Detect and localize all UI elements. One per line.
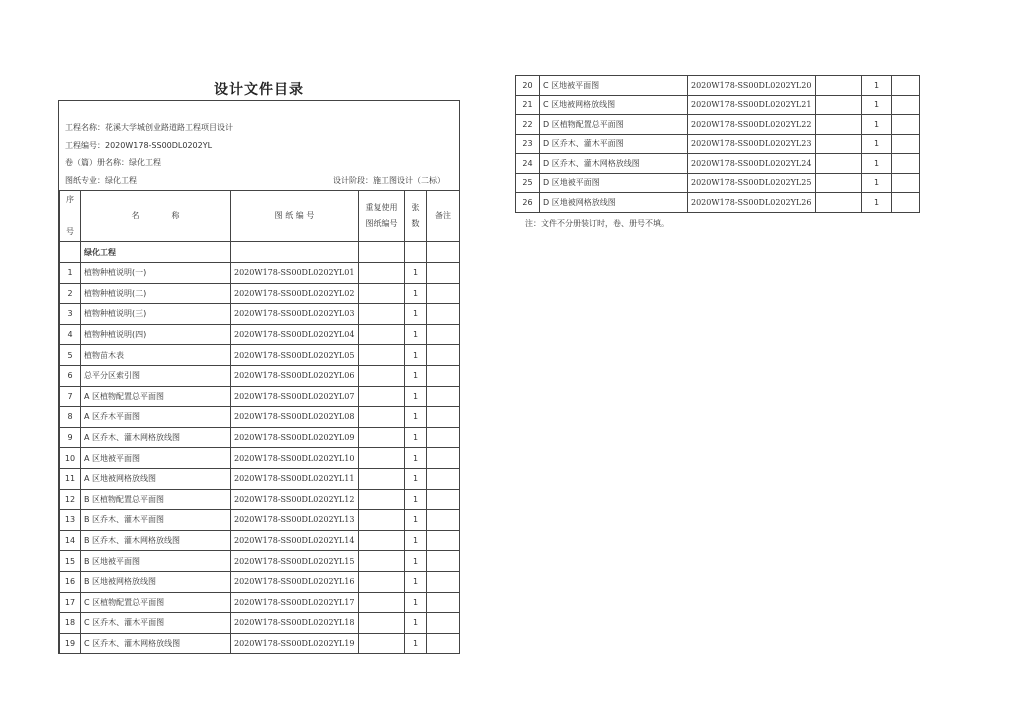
row-name: 植物种植说明(三): [81, 304, 231, 325]
table-header: [60, 191, 460, 242]
row-drawing-code: 2020W178-SS00DL0202YL06: [231, 365, 359, 386]
row-name: 植物苗木表: [81, 345, 231, 366]
row-reuse-code: [359, 283, 405, 304]
row-reuse-code: [359, 592, 405, 613]
row-count: 1: [405, 283, 427, 304]
row-number: 5: [60, 345, 81, 366]
row-count: 1: [862, 193, 892, 213]
row-drawing-code: 2020W178-SS00DL0202YL14: [231, 530, 359, 551]
row-reuse-code: [359, 304, 405, 325]
row-name: 总平分区索引图: [81, 365, 231, 386]
row-number: 18: [60, 613, 81, 634]
row-number: 21: [516, 95, 540, 115]
row-count: 1: [405, 510, 427, 531]
row-remark: [427, 510, 460, 531]
row-drawing-code: 2020W178-SS00DL0202YL26: [688, 193, 816, 213]
table-row: [60, 489, 460, 510]
row-remark: [427, 571, 460, 592]
row-name: D 区地被平面图: [540, 173, 688, 193]
project-number: 工程编号：2020W178-SS00DL0202YL: [65, 141, 213, 150]
table-row: [60, 633, 460, 654]
catalog-table-right: [515, 75, 920, 213]
table-row: [60, 283, 460, 304]
row-number: 10: [60, 448, 81, 469]
row-number: 3: [60, 304, 81, 325]
header-code: 图 纸 编 号: [231, 191, 359, 242]
section-title: 绿化工程: [81, 242, 231, 263]
row-remark: [892, 193, 920, 213]
row-reuse-code: [359, 365, 405, 386]
table-row: [60, 407, 460, 428]
row-drawing-code: 2020W178-SS00DL0202YL02: [231, 283, 359, 304]
table-row: [516, 154, 920, 174]
table-row: [60, 592, 460, 613]
row-reuse-code: [816, 173, 862, 193]
row-number: 8: [60, 407, 81, 428]
row-number: 13: [60, 510, 81, 531]
row-count: 1: [405, 551, 427, 572]
row-remark: [427, 407, 460, 428]
table-row: [60, 304, 460, 325]
row-drawing-code: 2020W178-SS00DL0202YL01: [231, 263, 359, 284]
row-name: B 区乔木、灌木平面图: [81, 510, 231, 531]
row-name: B 区植物配置总平面图: [81, 489, 231, 510]
row-name: 植物种植说明(二): [81, 283, 231, 304]
table-row: [60, 468, 460, 489]
row-count: 1: [405, 386, 427, 407]
row-count: 1: [405, 427, 427, 448]
footnote: 注：文件不分册装订时，卷、册号不填。: [525, 219, 669, 228]
table-row: [60, 613, 460, 634]
row-remark: [892, 134, 920, 154]
row-name: D 区乔木、灌木平面图: [540, 134, 688, 154]
row-remark: [427, 304, 460, 325]
row-reuse-code: [359, 571, 405, 592]
row-number: 22: [516, 115, 540, 135]
row-drawing-code: 2020W178-SS00DL0202YL11: [231, 468, 359, 489]
table-row: [60, 571, 460, 592]
row-number: 2: [60, 283, 81, 304]
row-reuse-code: [816, 115, 862, 135]
row-reuse-code: [359, 530, 405, 551]
row-count: 1: [862, 76, 892, 96]
row-drawing-code: 2020W178-SS00DL0202YL25: [688, 173, 816, 193]
table-row: [516, 115, 920, 135]
row-name: A 区乔木、灌木网格放线图: [81, 427, 231, 448]
row-remark: [892, 95, 920, 115]
catalog-table-left: [59, 190, 460, 654]
row-drawing-code: 2020W178-SS00DL0202YL19: [231, 633, 359, 654]
row-count: 1: [405, 324, 427, 345]
table-row: [516, 173, 920, 193]
row-name: A 区地被网格放线图: [81, 468, 231, 489]
row-name: 植物种植说明(一): [81, 263, 231, 284]
row-drawing-code: 2020W178-SS00DL0202YL12: [231, 489, 359, 510]
row-name: C 区植物配置总平面图: [81, 592, 231, 613]
row-reuse-code: [359, 510, 405, 531]
row-drawing-code: 2020W178-SS00DL0202YL20: [688, 76, 816, 96]
row-count: 1: [405, 407, 427, 428]
design-stage: 设计阶段：施工图设计（二标）: [333, 176, 445, 185]
page-title: 设计文件目录: [214, 82, 304, 98]
row-count: 1: [862, 95, 892, 115]
table-row: [60, 365, 460, 386]
table-row: [516, 76, 920, 96]
row-count: 1: [405, 304, 427, 325]
row-count: 1: [405, 592, 427, 613]
row-number: 15: [60, 551, 81, 572]
row-name: A 区植物配置总平面图: [81, 386, 231, 407]
row-number: 14: [60, 530, 81, 551]
row-name: A 区乔木平面图: [81, 407, 231, 428]
table-row: [60, 427, 460, 448]
drawing-discipline: 图纸专业：绿化工程: [65, 176, 137, 185]
row-drawing-code: 2020W178-SS00DL0202YL05: [231, 345, 359, 366]
row-reuse-code: [359, 613, 405, 634]
row-name: C 区乔木、灌木平面图: [81, 613, 231, 634]
row-remark: [427, 489, 460, 510]
row-remark: [427, 448, 460, 469]
row-drawing-code: 2020W178-SS00DL0202YL15: [231, 551, 359, 572]
row-number: 4: [60, 324, 81, 345]
row-count: 1: [405, 613, 427, 634]
row-remark: [892, 154, 920, 174]
table-row: [60, 448, 460, 469]
row-number: 24: [516, 154, 540, 174]
row-number: 23: [516, 134, 540, 154]
table-row: [60, 263, 460, 284]
table-row: [60, 324, 460, 345]
row-remark: [427, 324, 460, 345]
row-count: 1: [405, 468, 427, 489]
row-drawing-code: 2020W178-SS00DL0202YL09: [231, 427, 359, 448]
row-name: B 区乔木、灌木网格放线图: [81, 530, 231, 551]
row-remark: [427, 468, 460, 489]
row-count: 1: [405, 571, 427, 592]
row-drawing-code: 2020W178-SS00DL0202YL23: [688, 134, 816, 154]
header-no: 序 号: [60, 191, 81, 242]
header-reuse: 重复使用 图纸编号: [359, 191, 405, 242]
row-name: A 区地被平面图: [81, 448, 231, 469]
row-remark: [427, 283, 460, 304]
row-remark: [892, 115, 920, 135]
row-name: C 区地被平面图: [540, 76, 688, 96]
row-remark: [427, 263, 460, 284]
row-number: 11: [60, 468, 81, 489]
row-reuse-code: [359, 468, 405, 489]
row-drawing-code: 2020W178-SS00DL0202YL03: [231, 304, 359, 325]
table-row: [516, 193, 920, 213]
row-reuse-code: [816, 154, 862, 174]
row-number: 12: [60, 489, 81, 510]
row-number: 1: [60, 263, 81, 284]
row-reuse-code: [359, 448, 405, 469]
row-remark: [427, 530, 460, 551]
row-number: 25: [516, 173, 540, 193]
row-count: 1: [405, 448, 427, 469]
row-reuse-code: [359, 427, 405, 448]
table-row: [60, 510, 460, 531]
row-drawing-code: 2020W178-SS00DL0202YL18: [231, 613, 359, 634]
row-name: D 区植物配置总平面图: [540, 115, 688, 135]
row-remark: [427, 345, 460, 366]
row-reuse-code: [359, 489, 405, 510]
row-number: 17: [60, 592, 81, 613]
row-drawing-code: 2020W178-SS00DL0202YL08: [231, 407, 359, 428]
row-reuse-code: [816, 134, 862, 154]
row-drawing-code: 2020W178-SS00DL0202YL04: [231, 324, 359, 345]
row-name: C 区乔木、灌木网格放线图: [81, 633, 231, 654]
row-drawing-code: 2020W178-SS00DL0202YL16: [231, 571, 359, 592]
row-reuse-code: [359, 386, 405, 407]
row-number: 20: [516, 76, 540, 96]
header-count: 张 数: [405, 191, 427, 242]
row-reuse-code: [816, 193, 862, 213]
row-number: 6: [60, 365, 81, 386]
table-row: [60, 345, 460, 366]
row-count: 1: [405, 365, 427, 386]
row-remark: [427, 633, 460, 654]
row-count: 1: [405, 530, 427, 551]
row-name: B 区地被网格放线图: [81, 571, 231, 592]
row-count: 1: [862, 154, 892, 174]
row-drawing-code: 2020W178-SS00DL0202YL21: [688, 95, 816, 115]
row-remark: [427, 613, 460, 634]
row-reuse-code: [816, 76, 862, 96]
row-remark: [427, 551, 460, 572]
row-count: 1: [405, 263, 427, 284]
row-number: 9: [60, 427, 81, 448]
row-number: 16: [60, 571, 81, 592]
row-remark: [427, 365, 460, 386]
row-remark: [427, 592, 460, 613]
row-count: 1: [862, 134, 892, 154]
project-name: 工程名称：花溪大学城创业路道路工程项目设计: [65, 123, 233, 132]
volume-name: 卷（篇）册名称：绿化工程: [65, 158, 161, 167]
row-remark: [427, 427, 460, 448]
row-drawing-code: 2020W178-SS00DL0202YL10: [231, 448, 359, 469]
table-row: [60, 530, 460, 551]
row-name: D 区地被网格放线图: [540, 193, 688, 213]
section-row: [60, 242, 460, 263]
row-reuse-code: [359, 407, 405, 428]
row-count: 1: [405, 345, 427, 366]
row-name: D 区乔木、灌木网格放线图: [540, 154, 688, 174]
row-count: 1: [405, 489, 427, 510]
row-number: 26: [516, 193, 540, 213]
table-row: [60, 551, 460, 572]
table-row: [516, 134, 920, 154]
header-name: 名 称: [81, 191, 231, 242]
row-remark: [892, 76, 920, 96]
row-remark: [427, 386, 460, 407]
catalog-frame: [58, 100, 460, 654]
row-reuse-code: [359, 324, 405, 345]
row-reuse-code: [359, 345, 405, 366]
row-name: B 区地被平面图: [81, 551, 231, 572]
table-row: [60, 386, 460, 407]
row-count: 1: [862, 173, 892, 193]
row-count: 1: [862, 115, 892, 135]
row-name: C 区地被网格放线图: [540, 95, 688, 115]
row-drawing-code: 2020W178-SS00DL0202YL22: [688, 115, 816, 135]
table-row: [516, 95, 920, 115]
row-drawing-code: 2020W178-SS00DL0202YL24: [688, 154, 816, 174]
row-name: 植物种植说明(四): [81, 324, 231, 345]
row-reuse-code: [359, 633, 405, 654]
row-drawing-code: 2020W178-SS00DL0202YL17: [231, 592, 359, 613]
row-drawing-code: 2020W178-SS00DL0202YL13: [231, 510, 359, 531]
row-reuse-code: [359, 263, 405, 284]
row-reuse-code: [359, 551, 405, 572]
row-drawing-code: 2020W178-SS00DL0202YL07: [231, 386, 359, 407]
row-reuse-code: [816, 95, 862, 115]
row-remark: [892, 173, 920, 193]
row-count: 1: [405, 633, 427, 654]
row-number: 19: [60, 633, 81, 654]
row-number: 7: [60, 386, 81, 407]
header-remark: 备注: [427, 191, 460, 242]
